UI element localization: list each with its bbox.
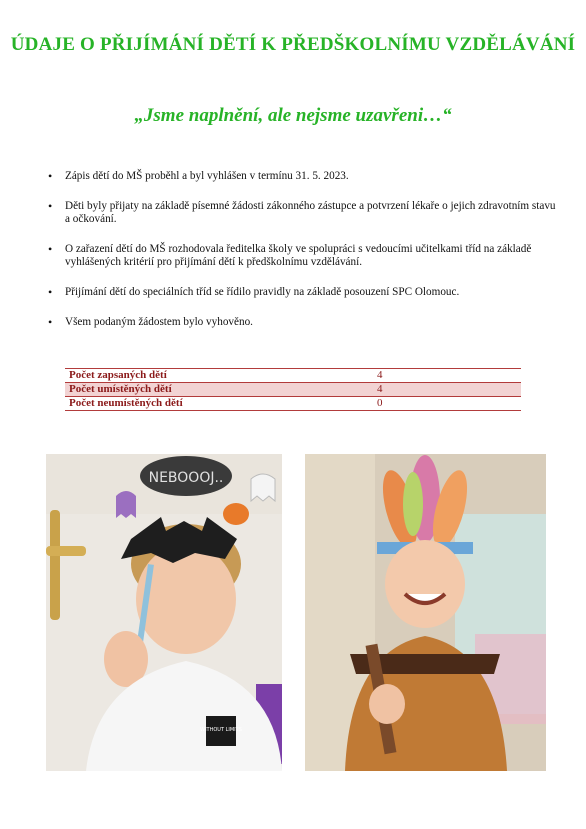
bullet-list xyxy=(48,170,563,346)
shirt-text: WITHOUT LIMITS xyxy=(200,727,242,733)
table-row xyxy=(65,369,521,383)
photo-boy-bat-illustration xyxy=(46,454,282,771)
list-item: • Všem podaným žádostem bylo vyhověno. xyxy=(48,316,563,329)
stat-label: Počet neumístěných dětí xyxy=(65,397,373,411)
stat-label: Počet umístěných dětí xyxy=(65,383,373,397)
list-item: • Zápis dětí do MŠ proběhl a byl vyhlášen v termínu 31. 5. 2023. xyxy=(48,170,563,183)
photo-boy-headdress-illustration xyxy=(305,454,546,771)
page-title xyxy=(0,34,586,56)
table-row xyxy=(65,383,521,397)
sign-text: NEBOOOJ.. xyxy=(148,470,224,486)
list-item: • Přijímání dětí do speciálních tříd se řídilo pravidly na základě posouzení SPC Olomouc. xyxy=(48,286,563,299)
stat-value: 0 xyxy=(373,397,521,411)
stat-value: 4 xyxy=(373,369,521,383)
stat-value: 4 xyxy=(373,383,521,397)
list-item: • O zařazení dětí do MŠ rozhodovala ředitelka školy ve spolupráci s vedoucími učitelkami tříd na základě vyhlášených kritérií pro přijímání dětí k předškolnímu vzdělávání. xyxy=(48,243,563,269)
list-item: • Děti byly přijaty na základě písemné žádosti zákonného zástupce a potvrzení lékaře o jejich zdravotním stavu a očkování. xyxy=(48,200,563,226)
page-subtitle: „Jsme naplnění, ale nejsme uzavřeni…“ xyxy=(134,105,452,126)
photo-boy-bat xyxy=(46,454,282,771)
page-title-text: ÚDAJE O PŘIJÍMÁNÍ DĚTÍ K PŘEDŠKOLNÍMU VZDĚLÁVÁNÍ xyxy=(10,34,576,55)
photo-boy-headdress xyxy=(305,454,546,771)
table-row xyxy=(65,397,521,411)
stat-label: Počet zapsaných dětí xyxy=(65,369,373,383)
admission-stats-table xyxy=(65,368,521,411)
